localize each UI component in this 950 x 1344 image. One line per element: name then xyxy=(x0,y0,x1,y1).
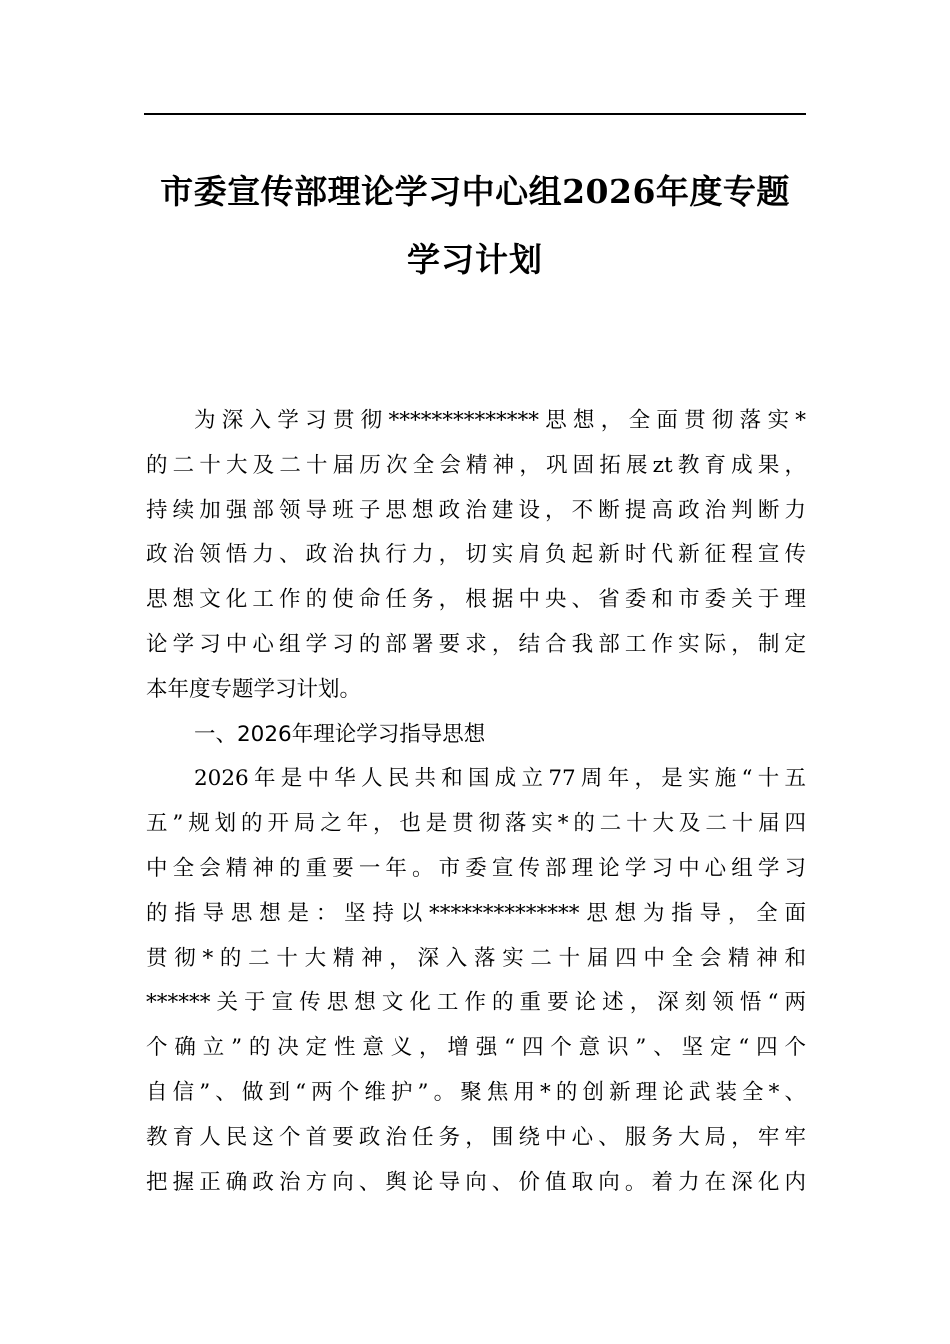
paragraph-line: 的指导思想是：坚持以**************思想为指导，全面 xyxy=(146,900,806,926)
paragraph-line: 个确立”的决定性意义，增强“四个意识”、坚定“四个 xyxy=(146,1035,806,1061)
document-body xyxy=(146,399,806,1205)
paragraph-line: 教育人民这个首要政治任务，围绕中心、服务大局，牢牢 xyxy=(146,1124,806,1150)
paragraph-line: 持续加强部领导班子思想政治建设，不断提高政治判断力 xyxy=(146,497,806,523)
section-heading: 一、2026年理论学习指导思想 xyxy=(194,721,486,747)
paragraph-line: 2026年是中华人民共和国成立77周年，是实施“十五 xyxy=(194,766,806,792)
document-title-line-2: 学习计划 xyxy=(407,240,543,279)
paragraph-line: 政治领悟力、政治执行力，切实肩负起新时代新征程宣传 xyxy=(146,542,806,568)
paragraph-line: 中全会精神的重要一年。市委宣传部理论学习中心组学习 xyxy=(146,855,806,881)
paragraph-line: 自信”、做到“两个维护”。聚焦用*的创新理论武装全*、 xyxy=(146,1079,806,1105)
paragraph-line: ******关于宣传思想文化工作的重要论述，深刻领悟“两 xyxy=(146,990,806,1016)
paragraph-line: 五”规划的开局之年，也是贯彻落实*的二十大及二十届四 xyxy=(146,811,806,837)
paragraph-line: 论学习中心组学习的部署要求，结合我部工作实际，制定 xyxy=(146,631,806,657)
paragraph-line: 本年度专题学习计划。 xyxy=(146,676,362,702)
paragraph-line: 贯彻*的二十大精神，深入落实二十届四中全会精神和 xyxy=(146,945,806,971)
paragraph-line: 思想文化工作的使命任务，根据中央、省委和市委关于理 xyxy=(146,587,806,613)
paragraph-line: 为深入学习贯彻**************思想，全面贯彻落实* xyxy=(194,408,806,433)
document-title-line-1: 市委宣传部理论学习中心组2026年度专题 xyxy=(160,172,790,211)
paragraph-line: 的二十大及二十届历次全会精神，巩固拓展zt教育成果， xyxy=(146,452,806,478)
header-rule xyxy=(144,113,806,115)
paragraph-line: 把握正确政治方向、舆论导向、价值取向。着力在深化内 xyxy=(146,1169,806,1195)
